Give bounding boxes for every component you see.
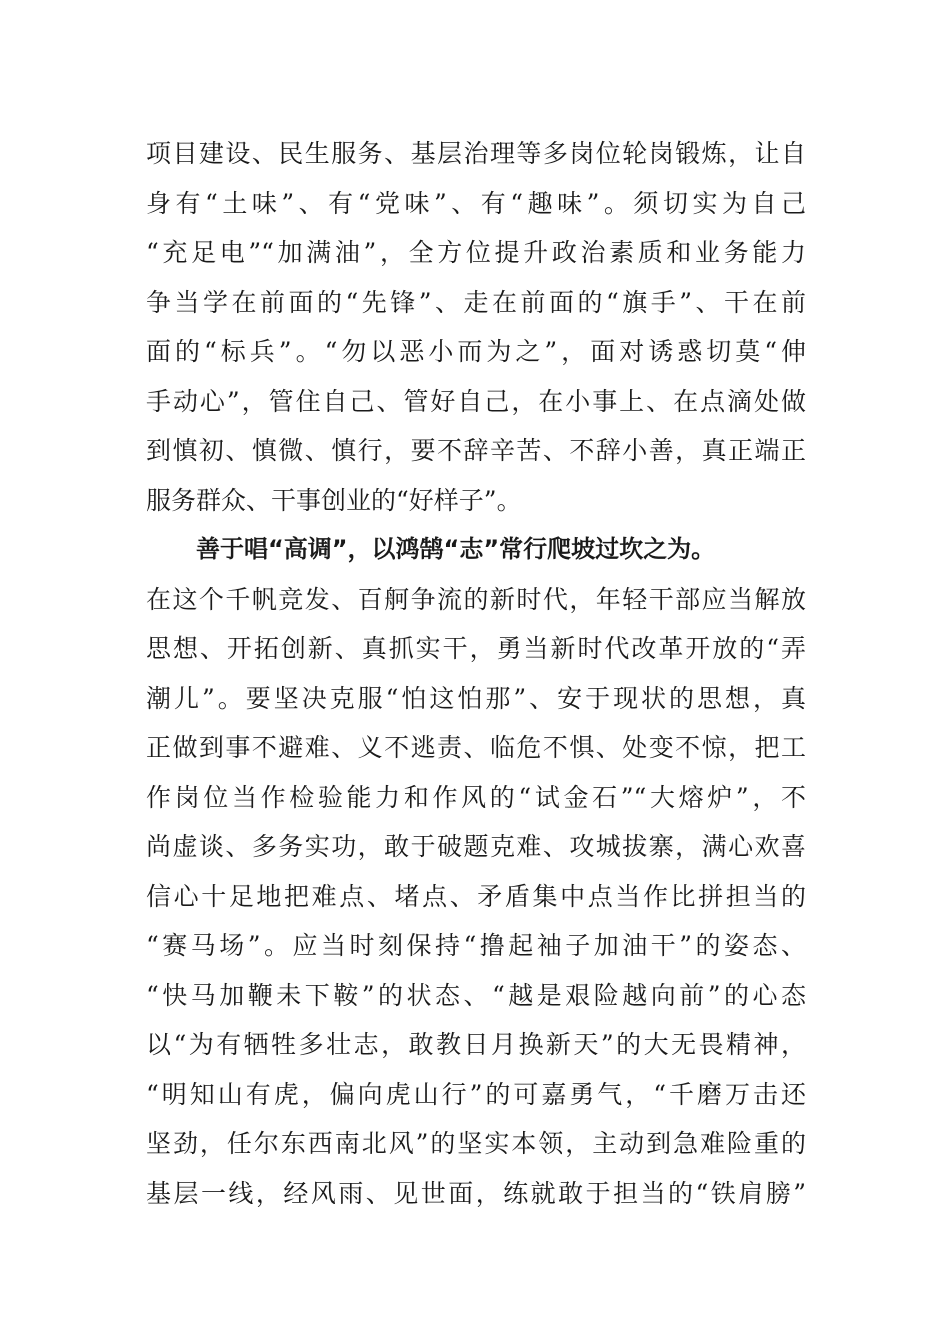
paragraph-line: 争当学在前面的“先锋”、走在前面的“旗手”、干在前	[146, 287, 806, 317]
section-heading: 善于唱“高调”，以鸿鹄“志”常行爬坡过坎之为。	[196, 535, 716, 563]
paragraph-line: 以“为有牺牲多壮志，敢教日月换新天”的大无畏精神，	[146, 1030, 806, 1059]
paragraph-line: 手动心”，管住自己、管好自己，在小事上、在点滴处做	[146, 386, 806, 416]
paragraph-line: 项目建设、民生服务、基层治理等多岗位轮岗锻炼，让自	[146, 139, 806, 168]
paragraph-line: 正做到事不避难、义不逃责、临危不惧、处变不惊，把工	[146, 733, 806, 762]
paragraph-line: 尚虚谈、多务实功，敢于破题克难、攻城拔寨，满心欢喜	[146, 832, 806, 861]
paragraph-line: 面的“标兵”。“勿以恶小而为之”，面对诱惑切莫“伸	[146, 337, 806, 366]
paragraph-line: 基层一线，经风雨、见世面，练就敢于担当的“铁肩膀”	[146, 1178, 806, 1208]
paragraph-line: “赛马场”。应当时刻保持“撸起袖子加油干”的姿态、	[146, 931, 806, 960]
paragraph-line: 服务群众、干事创业的“好样子”。	[146, 485, 522, 515]
paragraph-line: 思想、开拓创新、真抓实干，勇当新时代改革开放的“弄	[146, 634, 806, 663]
paragraph-line: 身有“土味”、有“党味”、有“趣味”。须切实为自己	[146, 188, 806, 218]
paragraph-line: 到慎初、慎微、慎行，要不辞辛苦、不辞小善，真正端正	[146, 436, 806, 465]
paragraph-line: 作岗位当作检验能力和作风的“试金石”“大熔炉”，不	[146, 782, 806, 812]
paragraph-line: “充足电”“加满油”，全方位提升政治素质和业务能力	[146, 238, 806, 267]
paragraph-line: “明知山有虎，偏向虎山行”的可嘉勇气，“千磨万击还	[146, 1079, 806, 1109]
document-body	[146, 129, 806, 1218]
paragraph-line: “快马加鞭未下鞍”的状态、“越是艰险越向前”的心态	[146, 980, 806, 1010]
paragraph-line: 潮儿”。要坚决克服“怕这怕那”、安于现状的思想，真	[146, 683, 806, 713]
paragraph-line: 信心十足地把难点、堵点、矛盾集中点当作比拼担当的	[146, 881, 806, 911]
paragraph-line: 坚劲，任尔东西南北风”的坚实本领，主动到急难险重的	[146, 1129, 806, 1158]
paragraph-line: 在这个千帆竞发、百舸争流的新时代，年轻干部应当解放	[146, 584, 806, 614]
